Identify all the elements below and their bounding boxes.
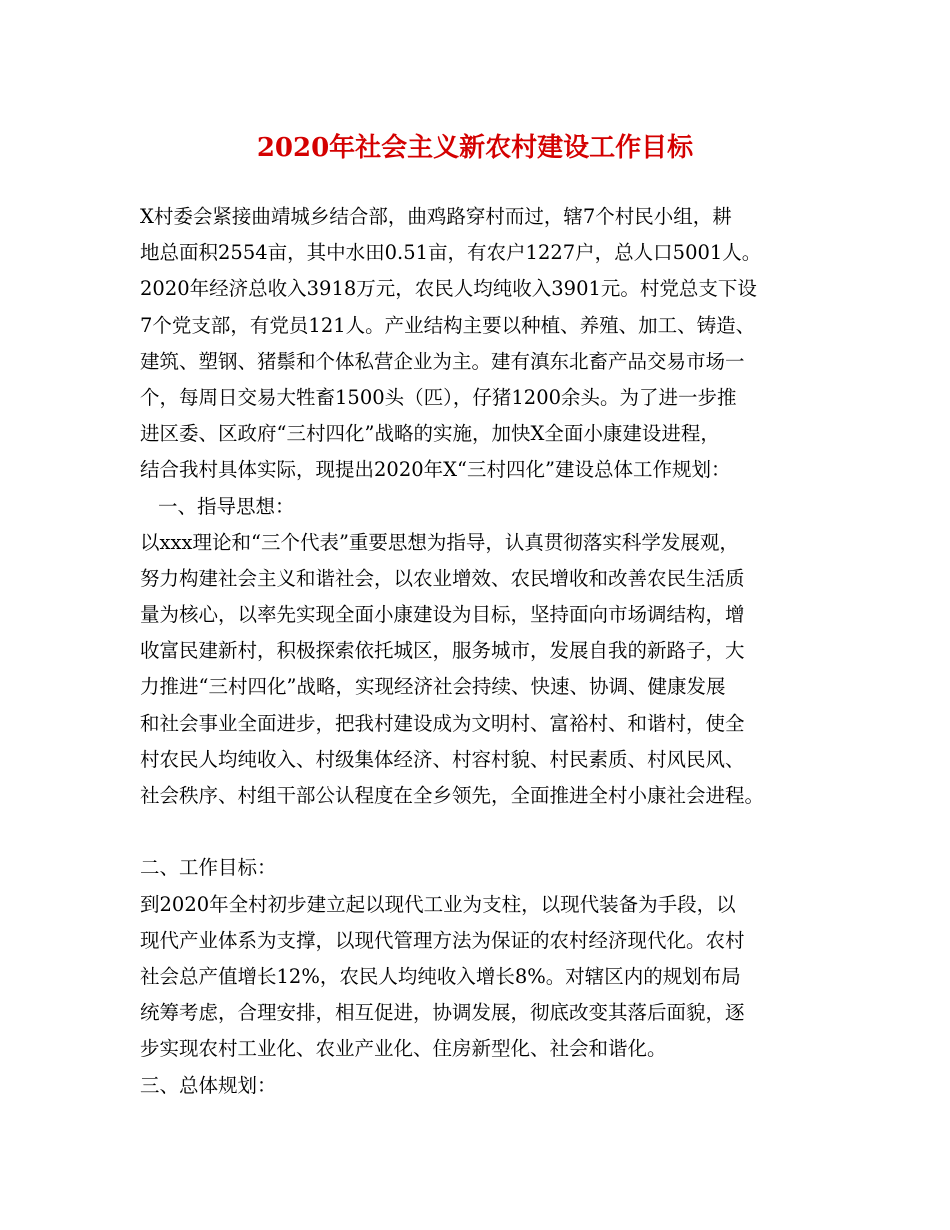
section-heading-guiding-ideology: 一、指导思想： [158,494,295,518]
paragraph-line: 建筑、塑钢、猪鬃和个体私营企业为主。建有滇东北畜产品交易市场一 [140,349,745,373]
paragraph-line: 村农民人均纯收入、村级集体经济、村容村貌、村民素质、村风民风、 [140,747,745,771]
document-body [140,199,830,1104]
paragraph-line: 个，每周日交易大牲畜1500头（匹），仔猪1200余头。为了进一步推 [140,385,737,409]
paragraph-line: X村委会紧接曲靖城乡结合部，曲鸡路穿村而过，辖7个村民小组，耕 [140,205,732,228]
paragraph-line: 7个党支部，有党员121人。产业结构主要以种植、养殖、加工、铸造、 [140,313,756,337]
document-title: 2020年社会主义新农村建设工作目标 [256,133,694,163]
blank-line [140,814,830,850]
paragraph-line: 地总面积2554亩，其中水田0.51亩，有农户1227户，总人口5001人。 [140,241,762,265]
paragraph-line: 社会总产值增长12%，农民人均纯收入增长8%。对辖区内的规划布局 [140,964,741,988]
section-heading-overall-plan: 三、总体规划： [140,1073,277,1097]
paragraph-line: 社会秩序、村组干部公认程度在全乡领先，全面推进全村小康社会进程。 [140,784,765,807]
paragraph-line: 步实现农村工业化、农业产业化、住房新型化、社会和谐化。 [140,1037,667,1061]
paragraph-line: 力推进“三村四化”战略，实现经济社会持续、快速、协调、健康发展 [140,675,726,699]
paragraph-line: 统筹考虑，合理安排，相互促进，协调发展，彻底改变其落后面貌，逐 [140,1001,745,1025]
paragraph-line: 到2020年全村初步建立起以现代工业为支柱，以现代装备为手段，以 [140,892,736,916]
paragraph-line: 量为核心，以率先实现全面小康建设为目标，坚持面向市场调结构，增 [140,603,745,627]
paragraph-line: 收富民建新村，积极探索依托城区，服务城市，发展自我的新路子，大 [140,639,745,663]
section-heading-work-goals: 二、工作目标： [140,856,277,880]
paragraph-line: 进区委、区政府“三村四化”战略的实施，加快X全面小康建设进程， [140,422,720,446]
paragraph-line: 努力构建社会主义和谐社会，以农业增效、农民增收和改善农民生活质 [140,566,745,590]
paragraph-line: 和社会事业全面进步，把我村建设成为文明村、富裕村、和谐村，使全 [140,711,745,735]
paragraph-line: 结合我村具体实际，现提出2020年X“三村四化”建设总体工作规划： [140,458,731,482]
paragraph-line: 以xxx理论和“三个代表”重要思想为指导，认真贯彻落实科学发展观， [140,530,739,554]
paragraph-line: 现代产业体系为支撑，以现代管理方法为保证的农村经济现代化。农村 [140,928,745,952]
paragraph-line: 2020年经济总收入3918万元，农民人均纯收入3901元。村党总支下设 [140,277,757,301]
